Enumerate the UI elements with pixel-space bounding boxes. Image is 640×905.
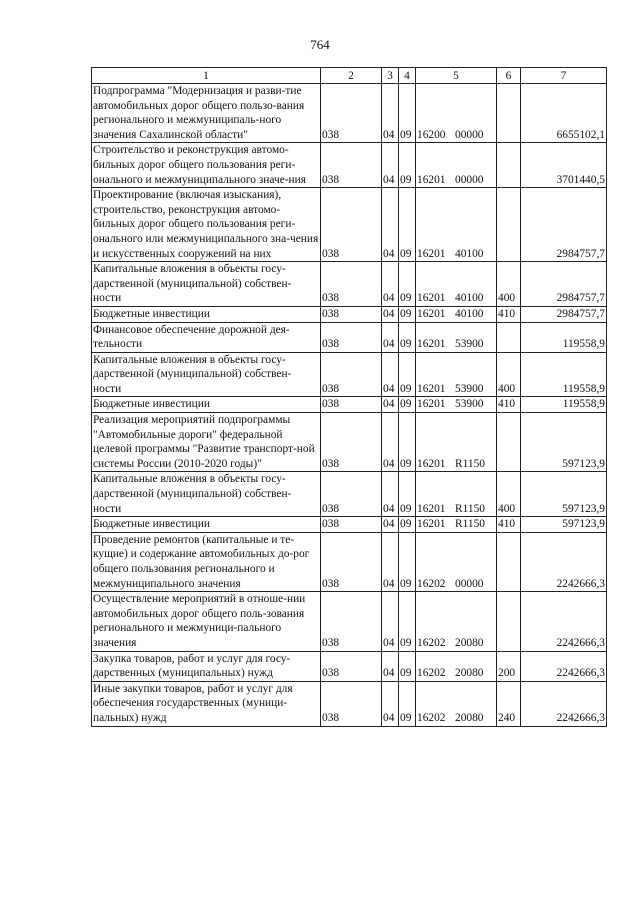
row-target-article-code (416, 592, 497, 651)
row-section-code: 04 (382, 532, 399, 591)
row-section-code: 04 (382, 397, 399, 413)
column-number-row (92, 68, 607, 84)
row-amount: 3701440,5 (521, 143, 607, 188)
target-article-direction-part: 00000 (455, 128, 484, 141)
target-article-program-part: 16201 (417, 382, 446, 395)
row-name: Осуществление мероприятий в отноше-нии автомобильных дорог общего поль-зования регионального и межмуници-пального значения (92, 592, 321, 651)
col-header-2: 2 (321, 68, 382, 84)
row-section-code: 04 (382, 592, 399, 651)
row-target-article-code (416, 352, 497, 397)
row-amount: 119558,9 (521, 397, 607, 413)
row-section-code: 04 (382, 262, 399, 307)
row-target-article-code (416, 532, 497, 591)
target-article-direction-part: 53900 (455, 382, 484, 395)
row-amount: 2984757,7 (521, 262, 607, 307)
target-article-program-part: 16202 (417, 636, 446, 649)
row-grbs-code: 038 (321, 188, 382, 262)
row-subsection-code: 09 (399, 532, 416, 591)
table-row (92, 188, 607, 262)
col-header-4: 4 (399, 68, 416, 84)
target-article-direction-part: 20080 (455, 636, 484, 649)
target-article-program-part: 16202 (417, 711, 446, 724)
table-row (92, 532, 607, 591)
row-amount: 597123,9 (521, 413, 607, 472)
col-header-7: 7 (521, 68, 607, 84)
col-header-6: 6 (497, 68, 521, 84)
table-row (92, 592, 607, 651)
row-subsection-code: 09 (399, 143, 416, 188)
target-article-direction-part: R1150 (455, 502, 485, 515)
row-name: Закупка товаров, работ и услуг для госу-дарственных (муниципальных) нужд (92, 651, 321, 681)
target-article-direction-part: 40100 (455, 247, 484, 260)
row-expense-type-code (497, 413, 521, 472)
table-row (92, 322, 607, 352)
row-amount: 119558,9 (521, 352, 607, 397)
row-name: Капитальные вложения в объекты госу-дарственной (муниципальной) собствен-ности (92, 472, 321, 517)
row-grbs-code: 038 (321, 413, 382, 472)
row-grbs-code: 038 (321, 532, 382, 591)
row-expense-type-code: 200 (497, 651, 521, 681)
row-subsection-code: 09 (399, 397, 416, 413)
target-article-direction-part: 40100 (455, 292, 484, 305)
row-subsection-code: 09 (399, 413, 416, 472)
target-article-program-part: 16201 (417, 457, 446, 470)
row-target-article-code (416, 651, 497, 681)
row-target-article-code (416, 322, 497, 352)
target-article-direction-part: 40100 (455, 307, 484, 320)
col-header-5: 5 (416, 68, 497, 84)
row-section-code: 04 (382, 651, 399, 681)
row-grbs-code: 038 (321, 352, 382, 397)
row-expense-type-code (497, 592, 521, 651)
table-row (92, 397, 607, 413)
row-subsection-code: 09 (399, 306, 416, 322)
row-target-article-code (416, 681, 497, 726)
row-name: Бюджетные инвестиции (92, 306, 321, 322)
row-section-code: 04 (382, 472, 399, 517)
row-name: Финансовое обеспечение дорожной дея-тельности (92, 322, 321, 352)
row-target-article-code (416, 472, 497, 517)
row-subsection-code: 09 (399, 472, 416, 517)
row-grbs-code: 038 (321, 472, 382, 517)
target-article-direction-part: 00000 (455, 173, 484, 186)
row-target-article-code (416, 397, 497, 413)
row-name: Строительство и реконструкция автомо-бильных дорог общего пользования реги-онального и межмуниципального значе-ния (92, 143, 321, 188)
row-grbs-code: 038 (321, 306, 382, 322)
row-target-article-code (416, 413, 497, 472)
row-section-code: 04 (382, 84, 399, 143)
row-target-article-code (416, 306, 497, 322)
row-subsection-code: 09 (399, 188, 416, 262)
row-section-code: 04 (382, 413, 399, 472)
row-target-article-code (416, 84, 497, 143)
row-grbs-code: 038 (321, 397, 382, 413)
row-expense-type-code: 240 (497, 681, 521, 726)
row-section-code: 04 (382, 322, 399, 352)
target-article-program-part: 16201 (417, 338, 446, 351)
row-section-code: 04 (382, 143, 399, 188)
row-subsection-code: 09 (399, 352, 416, 397)
row-section-code: 04 (382, 352, 399, 397)
row-grbs-code: 038 (321, 681, 382, 726)
col-header-1: 1 (92, 68, 321, 84)
row-expense-type-code (497, 84, 521, 143)
row-amount: 2242666,3 (521, 532, 607, 591)
target-article-program-part: 16201 (417, 307, 446, 320)
row-name: Бюджетные инвестиции (92, 397, 321, 413)
table-row (92, 651, 607, 681)
row-subsection-code: 09 (399, 592, 416, 651)
row-expense-type-code: 400 (497, 262, 521, 307)
row-expense-type-code (497, 532, 521, 591)
table-row (92, 352, 607, 397)
row-name: Проектирование (включая изыскания), строительство, реконструкция автомо-бильных дорог общего пользования реги-онального или межмуниципального зна-чения и искусственных сооружений на них (92, 188, 321, 262)
col-header-3: 3 (382, 68, 399, 84)
row-subsection-code: 09 (399, 84, 416, 143)
row-section-code: 04 (382, 681, 399, 726)
target-article-program-part: 16201 (417, 518, 446, 531)
target-article-direction-part: 53900 (455, 338, 484, 351)
row-grbs-code: 038 (321, 143, 382, 188)
row-expense-type-code (497, 322, 521, 352)
target-article-program-part: 16201 (417, 398, 446, 411)
table-row (92, 143, 607, 188)
row-name: Капитальные вложения в объекты госу-дарственной (муниципальной) собствен-ности (92, 262, 321, 307)
row-grbs-code: 038 (321, 651, 382, 681)
row-subsection-code: 09 (399, 262, 416, 307)
target-article-program-part: 16201 (417, 292, 446, 305)
target-article-program-part: 16201 (417, 247, 446, 260)
row-expense-type-code (497, 188, 521, 262)
row-section-code: 04 (382, 517, 399, 533)
row-subsection-code: 09 (399, 681, 416, 726)
row-section-code: 04 (382, 188, 399, 262)
row-name: Бюджетные инвестиции (92, 517, 321, 533)
target-article-direction-part: 20080 (455, 667, 484, 680)
target-article-direction-part: 20080 (455, 711, 484, 724)
row-amount: 597123,9 (521, 472, 607, 517)
row-expense-type-code: 410 (497, 397, 521, 413)
table-row (92, 262, 607, 307)
table-row (92, 517, 607, 533)
row-name: Капитальные вложения в объекты госу-дарственной (муниципальной) собствен-ности (92, 352, 321, 397)
row-grbs-code: 038 (321, 517, 382, 533)
target-article-program-part: 16202 (417, 577, 446, 590)
row-target-article-code (416, 262, 497, 307)
table-row (92, 84, 607, 143)
row-grbs-code: 038 (321, 262, 382, 307)
row-subsection-code: 09 (399, 651, 416, 681)
row-amount: 2242666,3 (521, 681, 607, 726)
row-name: Иные закупки товаров, работ и услуг для обеспечения государственных (муници-пальных) нужд (92, 681, 321, 726)
row-amount: 2984757,7 (521, 306, 607, 322)
target-article-program-part: 16200 (417, 128, 446, 141)
target-article-direction-part: R1150 (455, 457, 485, 470)
target-article-direction-part: R1150 (455, 518, 485, 531)
row-name: Реализация мероприятий подпрограммы "Автомобильные дороги" федеральной целевой программы "Развитие транспорт-ной системы России (2010-2020 годы)" (92, 413, 321, 472)
row-name: Проведение ремонтов (капитальные и те-кущие) и содержание автомобильных до-рог общего пользования регионального и межмуниципального значения (92, 532, 321, 591)
row-amount: 6655102,1 (521, 84, 607, 143)
row-expense-type-code (497, 143, 521, 188)
row-amount: 2984757,7 (521, 188, 607, 262)
target-article-program-part: 16201 (417, 173, 446, 186)
row-amount: 119558,9 (521, 322, 607, 352)
table-row (92, 681, 607, 726)
target-article-program-part: 16201 (417, 502, 446, 515)
row-expense-type-code: 400 (497, 352, 521, 397)
row-target-article-code (416, 143, 497, 188)
row-section-code: 04 (382, 306, 399, 322)
row-expense-type-code: 410 (497, 517, 521, 533)
table-row (92, 413, 607, 472)
row-amount: 2242666,3 (521, 592, 607, 651)
table-row (92, 472, 607, 517)
row-expense-type-code: 400 (497, 472, 521, 517)
budget-table (91, 67, 607, 727)
target-article-direction-part: 00000 (455, 577, 484, 590)
page-number: 764 (310, 37, 330, 52)
row-expense-type-code: 410 (497, 306, 521, 322)
target-article-program-part: 16202 (417, 667, 446, 680)
row-grbs-code: 038 (321, 84, 382, 143)
row-name: Подпрограмма "Модернизация и разви-тие автомобильных дорог общего пользо-вания регионального и межмуниципаль-ного значения Сахалинской области" (92, 84, 321, 143)
row-grbs-code: 038 (321, 322, 382, 352)
row-amount: 597123,9 (521, 517, 607, 533)
row-target-article-code (416, 188, 497, 262)
row-subsection-code: 09 (399, 322, 416, 352)
row-subsection-code: 09 (399, 517, 416, 533)
row-grbs-code: 038 (321, 592, 382, 651)
row-amount: 2242666,3 (521, 651, 607, 681)
target-article-direction-part: 53900 (455, 398, 484, 411)
row-target-article-code (416, 517, 497, 533)
table-row (92, 306, 607, 322)
